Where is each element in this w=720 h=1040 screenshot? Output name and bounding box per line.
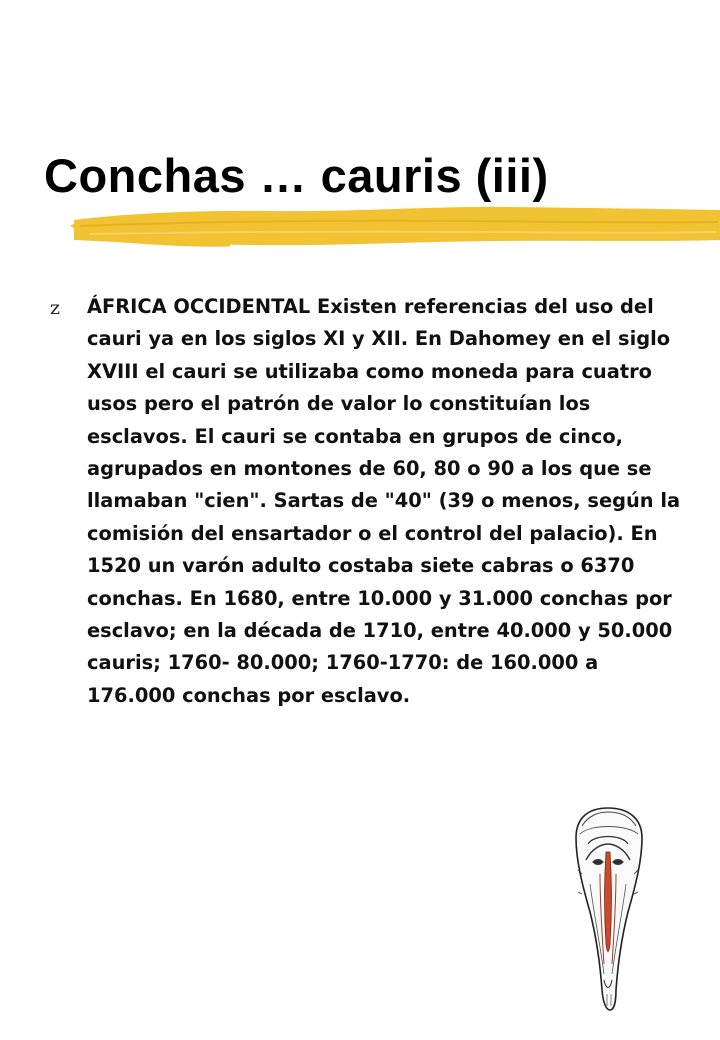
bullet-marker: z bbox=[50, 297, 61, 319]
bullet-text: ÁFRICA OCCIDENTAL Existen referencias del uso del cauri ya en los siglos XI y XII. En Dahomey en el siglo XVIII el cauri se utilizaba como moneda para cuatro usos pero el patrón de valor lo constituían los esclavos. El cauri se contaba en grupos de cinco, agrupados en montones de 60, 80 o 90 a los que se llamaban "cien". Sartas de "40" (39 o menos, según la comisión del ensartador o el control del palacio). En 1520 un varón adulto costaba siete cabras o 6370 conchas. En 1680, entre 10.000 y 31.000 conchas por esclavo; en la década de 1710, entre 40.000 y 50.000 cauris; 1760- 80.000; 1760-1770: de 160.000 a 176.000 conchas por esclavo. bbox=[87, 295, 681, 707]
bullet-list-item bbox=[50, 291, 690, 712]
african-mask-icon bbox=[570, 804, 646, 1014]
slide-title: Conchas … cauris (iii) bbox=[44, 149, 549, 202]
yellow-brush-stroke-icon bbox=[70, 196, 720, 256]
